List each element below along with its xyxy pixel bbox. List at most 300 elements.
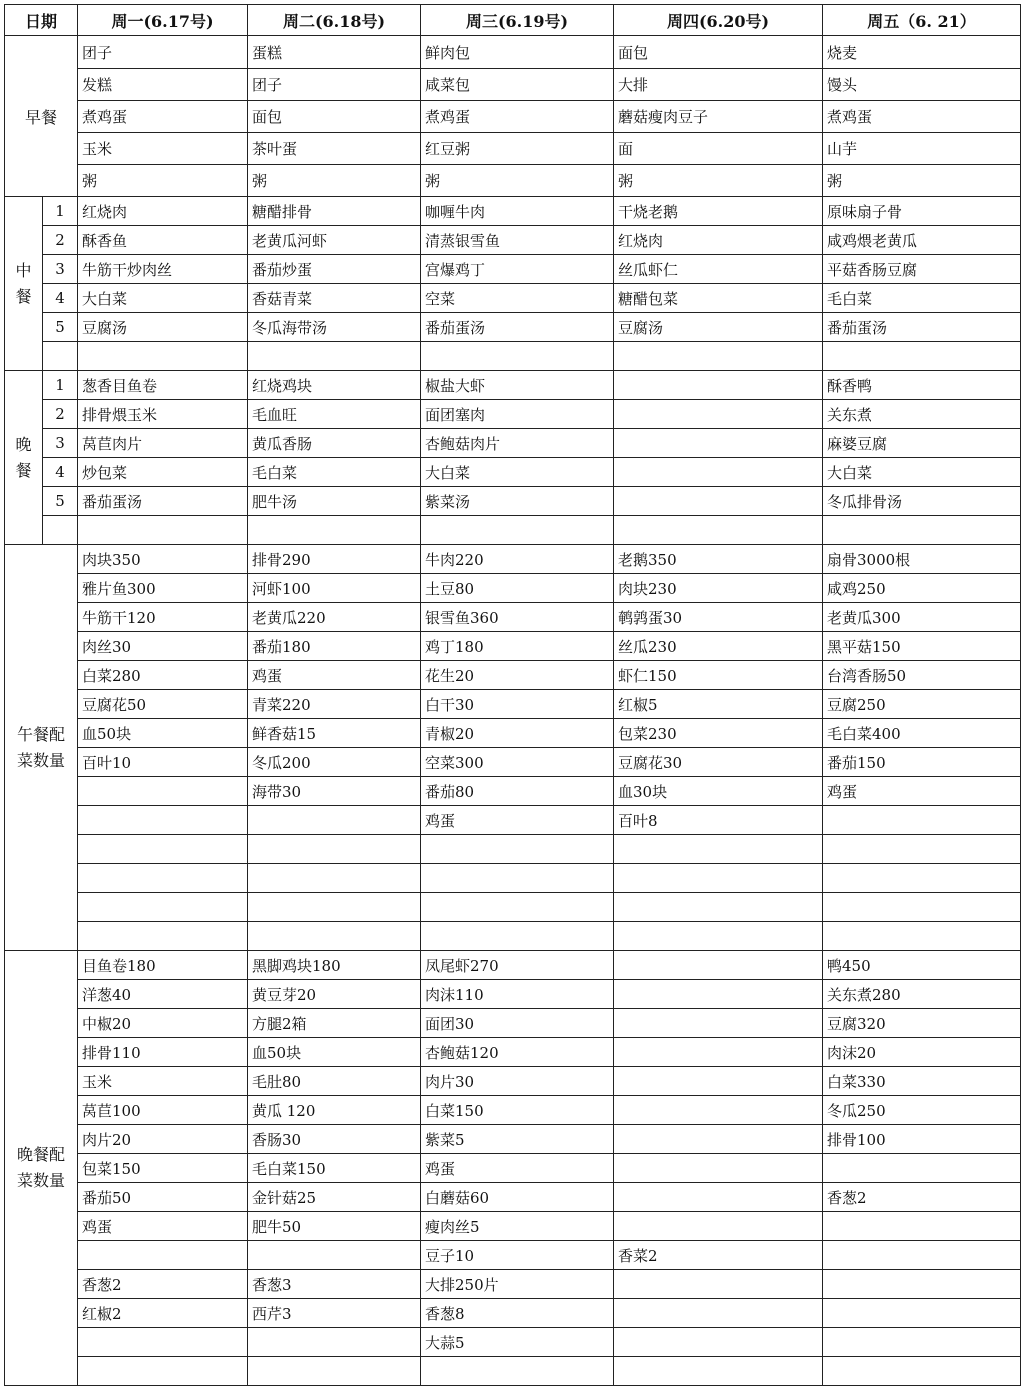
ingredient-cell: 鸡蛋 (78, 1212, 248, 1241)
dish-number: 3 (43, 429, 78, 458)
ingredient-cell: 莴苣100 (78, 1096, 248, 1125)
menu-cell (78, 516, 248, 545)
menu-cell: 粥 (823, 165, 1021, 197)
table-row (5, 133, 1021, 165)
table-row (5, 342, 1021, 371)
ingredient-cell (614, 1038, 823, 1067)
ingredient-cell (614, 980, 823, 1009)
menu-cell: 团子 (248, 69, 421, 101)
table-row (5, 545, 1021, 574)
menu-cell: 粥 (248, 165, 421, 197)
table-row (5, 603, 1021, 632)
ingredient-cell (248, 1241, 421, 1270)
ingredient-cell (614, 1096, 823, 1125)
ingredient-cell: 丝瓜230 (614, 632, 823, 661)
ingredient-cell (823, 1357, 1021, 1386)
ingredient-cell (248, 1328, 421, 1357)
ingredient-cell (248, 806, 421, 835)
dish-number: 3 (43, 255, 78, 284)
menu-cell: 鲜肉包 (421, 36, 614, 69)
ingredient-cell: 扇骨3000根 (823, 545, 1021, 574)
menu-cell (248, 516, 421, 545)
table-row (5, 226, 1021, 255)
menu-cell: 清蒸银雪鱼 (421, 226, 614, 255)
menu-cell: 大白菜 (421, 458, 614, 487)
section-label-line: 菜数量 (16, 1171, 65, 1190)
ingredient-cell: 鹌鹑蛋30 (614, 603, 823, 632)
ingredient-cell: 豆腐花50 (78, 690, 248, 719)
table-row (5, 1038, 1021, 1067)
table-row (5, 69, 1021, 101)
ingredient-cell: 西芹3 (248, 1299, 421, 1328)
ingredient-cell: 牛肉220 (421, 545, 614, 574)
ingredient-cell: 青椒20 (421, 719, 614, 748)
ingredient-cell: 豆腐花30 (614, 748, 823, 777)
menu-cell: 蘑菇瘦肉豆子 (614, 101, 823, 133)
lunch-label (5, 197, 43, 371)
table-row (5, 197, 1021, 226)
ingredient-cell: 百叶8 (614, 806, 823, 835)
menu-cell: 面团塞肉 (421, 400, 614, 429)
menu-cell: 山芋 (823, 133, 1021, 165)
menu-cell: 冬瓜海带汤 (248, 313, 421, 342)
ingredient-cell (78, 1328, 248, 1357)
ingredient-cell (248, 835, 421, 864)
section-label-line: 菜数量 (16, 750, 65, 770)
menu-cell: 黄瓜香肠 (248, 429, 421, 458)
menu-cell: 咖喱牛肉 (421, 197, 614, 226)
table-row (5, 574, 1021, 603)
ingredient-cell: 大排250片 (421, 1270, 614, 1299)
ingredient-cell: 空菜300 (421, 748, 614, 777)
ingredient-cell: 鸡丁180 (421, 632, 614, 661)
ingredient-cell (823, 806, 1021, 835)
table-row (5, 165, 1021, 197)
table-row (5, 429, 1021, 458)
ingredient-cell (248, 864, 421, 893)
dish-number: 4 (43, 284, 78, 313)
menu-cell (248, 342, 421, 371)
menu-cell: 红豆粥 (421, 133, 614, 165)
table-row (5, 1299, 1021, 1328)
table-row (5, 1241, 1021, 1270)
breakfast-label: 早餐 (5, 36, 78, 197)
day-header: 周二(6.18号) (248, 5, 421, 36)
ingredient-cell (614, 835, 823, 864)
table-row (5, 101, 1021, 133)
ingredient-cell (78, 777, 248, 806)
ingredient-cell (823, 835, 1021, 864)
menu-cell: 紫菜汤 (421, 487, 614, 516)
table-row (5, 1270, 1021, 1299)
menu-cell: 毛白菜 (823, 284, 1021, 313)
table-row (5, 922, 1021, 951)
ingredient-cell (614, 922, 823, 951)
ingredient-cell: 台湾香肠50 (823, 661, 1021, 690)
menu-cell: 豆腐汤 (614, 313, 823, 342)
ingredient-cell (614, 1183, 823, 1212)
menu-cell: 毛白菜 (248, 458, 421, 487)
menu-cell: 排骨煨玉米 (78, 400, 248, 429)
table-row (5, 1125, 1021, 1154)
ingredient-cell (614, 1357, 823, 1386)
menu-cell: 莴苣肉片 (78, 429, 248, 458)
ingredient-cell (614, 1067, 823, 1096)
ingredient-cell: 大蒜5 (421, 1328, 614, 1357)
ingredient-cell (78, 806, 248, 835)
menu-cell: 蛋糕 (248, 36, 421, 69)
dish-number: 4 (43, 458, 78, 487)
day-header: 周一(6.17号) (78, 5, 248, 36)
menu-cell (614, 516, 823, 545)
menu-cell (78, 342, 248, 371)
table-row (5, 806, 1021, 835)
menu-cell: 干烧老鹅 (614, 197, 823, 226)
ingredient-cell: 方腿2箱 (248, 1009, 421, 1038)
ingredient-cell: 排骨290 (248, 545, 421, 574)
menu-cell: 粥 (78, 165, 248, 197)
table-row (5, 313, 1021, 342)
ingredient-cell: 肥牛50 (248, 1212, 421, 1241)
ingredient-cell (823, 864, 1021, 893)
dish-number: 2 (43, 400, 78, 429)
dinner_ingredients-label (5, 951, 78, 1386)
menu-cell (823, 516, 1021, 545)
menu-cell (614, 400, 823, 429)
menu-cell: 原味扇子骨 (823, 197, 1021, 226)
ingredient-cell: 中椒20 (78, 1009, 248, 1038)
day-header: 周五（6. 21） (823, 5, 1021, 36)
menu-cell: 馒头 (823, 69, 1021, 101)
ingredient-cell (614, 893, 823, 922)
ingredient-cell (614, 1328, 823, 1357)
dish-number: 5 (43, 313, 78, 342)
menu-cell (614, 458, 823, 487)
ingredient-cell: 白菜280 (78, 661, 248, 690)
dish-number: 1 (43, 197, 78, 226)
ingredient-cell: 豆子10 (421, 1241, 614, 1270)
ingredient-cell (823, 922, 1021, 951)
ingredient-cell: 香肠30 (248, 1125, 421, 1154)
menu-cell: 咸鸡煨老黄瓜 (823, 226, 1021, 255)
section-label-line: 餐 (15, 460, 32, 480)
menu-cell: 红烧肉 (78, 197, 248, 226)
ingredient-cell: 豆腐250 (823, 690, 1021, 719)
menu-cell: 糖醋包菜 (614, 284, 823, 313)
menu-cell: 酥香鱼 (78, 226, 248, 255)
ingredient-cell: 白干30 (421, 690, 614, 719)
table-row (5, 777, 1021, 806)
menu-cell: 毛血旺 (248, 400, 421, 429)
table-row (5, 632, 1021, 661)
menu-cell: 豆腐汤 (78, 313, 248, 342)
ingredient-cell: 肉沫110 (421, 980, 614, 1009)
table-row (5, 1357, 1021, 1386)
ingredient-cell: 鸭450 (823, 951, 1021, 980)
ingredient-cell: 肉块230 (614, 574, 823, 603)
dish-number: 1 (43, 371, 78, 400)
ingredient-cell: 杏鲍菇120 (421, 1038, 614, 1067)
dinner-label (5, 371, 43, 545)
menu-cell (614, 371, 823, 400)
ingredient-cell (248, 922, 421, 951)
table-row (5, 864, 1021, 893)
table-row (5, 690, 1021, 719)
menu-cell: 面包 (614, 36, 823, 69)
ingredient-cell: 毛白菜400 (823, 719, 1021, 748)
table-row (5, 371, 1021, 400)
ingredient-cell (421, 835, 614, 864)
table-row (5, 951, 1021, 980)
menu-cell (614, 429, 823, 458)
ingredient-cell: 百叶10 (78, 748, 248, 777)
menu-cell: 粥 (421, 165, 614, 197)
ingredient-cell: 冬瓜200 (248, 748, 421, 777)
ingredient-cell: 黄瓜 120 (248, 1096, 421, 1125)
ingredient-cell: 排骨110 (78, 1038, 248, 1067)
ingredient-cell: 海带30 (248, 777, 421, 806)
ingredient-cell: 豆腐320 (823, 1009, 1021, 1038)
ingredient-cell: 血50块 (78, 719, 248, 748)
ingredient-cell (823, 1241, 1021, 1270)
day-header: 周四(6.20号) (614, 5, 823, 36)
ingredient-cell: 白菜150 (421, 1096, 614, 1125)
ingredient-cell: 肉沫20 (823, 1038, 1021, 1067)
menu-cell: 煮鸡蛋 (823, 101, 1021, 133)
section-label-line: 晚 (15, 434, 32, 454)
table-row (5, 1067, 1021, 1096)
menu-table (4, 4, 1021, 1386)
dish-number: 2 (43, 226, 78, 255)
menu-cell: 玉米 (78, 133, 248, 165)
section-label-line: 晚餐配 (16, 1145, 65, 1164)
ingredient-cell (614, 1212, 823, 1241)
ingredient-cell (421, 864, 614, 893)
ingredient-cell: 关东煮280 (823, 980, 1021, 1009)
menu-cell: 发糕 (78, 69, 248, 101)
ingredient-cell: 青菜220 (248, 690, 421, 719)
ingredient-cell (421, 1357, 614, 1386)
ingredient-cell: 老鹅350 (614, 545, 823, 574)
ingredient-cell (78, 1357, 248, 1386)
ingredient-cell: 排骨100 (823, 1125, 1021, 1154)
menu-cell: 香菇青菜 (248, 284, 421, 313)
menu-cell: 番茄炒蛋 (248, 255, 421, 284)
ingredient-cell: 毛肚80 (248, 1067, 421, 1096)
ingredient-cell: 凤尾虾270 (421, 951, 614, 980)
ingredient-cell (823, 1270, 1021, 1299)
ingredient-cell (78, 1241, 248, 1270)
ingredient-cell: 雅片鱼300 (78, 574, 248, 603)
date-header: 日期 (5, 5, 78, 36)
menu-cell: 团子 (78, 36, 248, 69)
ingredient-cell (614, 1125, 823, 1154)
ingredient-cell: 花生20 (421, 661, 614, 690)
ingredient-cell (421, 893, 614, 922)
table-row (5, 1212, 1021, 1241)
ingredient-cell: 香葱8 (421, 1299, 614, 1328)
ingredient-cell: 咸鸡250 (823, 574, 1021, 603)
menu-cell: 杏鲍菇肉片 (421, 429, 614, 458)
ingredient-cell: 番茄150 (823, 748, 1021, 777)
ingredient-cell: 土豆80 (421, 574, 614, 603)
menu-cell: 面包 (248, 101, 421, 133)
ingredient-cell: 鸡蛋 (421, 1154, 614, 1183)
menu-cell: 粥 (614, 165, 823, 197)
ingredient-cell: 鸡蛋 (823, 777, 1021, 806)
menu-cell: 煮鸡蛋 (421, 101, 614, 133)
menu-cell (421, 516, 614, 545)
ingredient-cell: 牛筋干120 (78, 603, 248, 632)
table-row (5, 748, 1021, 777)
ingredient-cell (823, 1299, 1021, 1328)
ingredient-cell: 香葱3 (248, 1270, 421, 1299)
ingredient-cell (78, 922, 248, 951)
menu-cell: 冬瓜排骨汤 (823, 487, 1021, 516)
ingredient-cell: 玉米 (78, 1067, 248, 1096)
ingredient-cell (248, 1357, 421, 1386)
menu-cell: 丝瓜虾仁 (614, 255, 823, 284)
table-row (5, 36, 1021, 69)
ingredient-cell: 肉块350 (78, 545, 248, 574)
ingredient-cell: 虾仁150 (614, 661, 823, 690)
menu-cell: 番茄蛋汤 (421, 313, 614, 342)
menu-cell: 番茄蛋汤 (823, 313, 1021, 342)
ingredient-cell (78, 864, 248, 893)
ingredient-cell: 鸡蛋 (421, 806, 614, 835)
menu-cell: 咸菜包 (421, 69, 614, 101)
ingredient-cell: 香葱2 (823, 1183, 1021, 1212)
menu-cell: 酥香鸭 (823, 371, 1021, 400)
ingredient-cell (248, 893, 421, 922)
menu-cell: 老黄瓜河虾 (248, 226, 421, 255)
menu-cell: 平菇香肠豆腐 (823, 255, 1021, 284)
ingredient-cell: 白菜330 (823, 1067, 1021, 1096)
ingredient-cell (78, 835, 248, 864)
ingredient-cell: 毛白菜150 (248, 1154, 421, 1183)
menu-cell: 大白菜 (823, 458, 1021, 487)
ingredient-cell: 番茄180 (248, 632, 421, 661)
dish-number (43, 516, 78, 545)
table-row (5, 458, 1021, 487)
section-label-line: 午餐配 (16, 724, 65, 744)
ingredient-cell (823, 1212, 1021, 1241)
ingredient-cell: 紫菜5 (421, 1125, 614, 1154)
section-label-line: 中 (15, 260, 32, 280)
menu-cell: 煮鸡蛋 (78, 101, 248, 133)
ingredient-cell (614, 864, 823, 893)
day-header: 周三(6.19号) (421, 5, 614, 36)
ingredient-cell: 包菜230 (614, 719, 823, 748)
ingredient-cell: 老黄瓜220 (248, 603, 421, 632)
ingredient-cell (614, 1299, 823, 1328)
ingredient-cell: 香菜2 (614, 1241, 823, 1270)
ingredient-cell (614, 1154, 823, 1183)
ingredient-cell (823, 893, 1021, 922)
menu-cell: 肥牛汤 (248, 487, 421, 516)
ingredient-cell (421, 922, 614, 951)
table-row (5, 835, 1021, 864)
table-row (5, 5, 1021, 36)
table-row (5, 893, 1021, 922)
ingredient-cell: 黑脚鸡块180 (248, 951, 421, 980)
ingredient-cell (823, 1328, 1021, 1357)
menu-cell: 椒盐大虾 (421, 371, 614, 400)
menu-cell (614, 342, 823, 371)
ingredient-cell (614, 1009, 823, 1038)
ingredient-cell: 老黄瓜300 (823, 603, 1021, 632)
table-row (5, 516, 1021, 545)
table-row (5, 1154, 1021, 1183)
ingredient-cell: 红椒5 (614, 690, 823, 719)
table-row (5, 487, 1021, 516)
dish-number: 5 (43, 487, 78, 516)
menu-cell: 大排 (614, 69, 823, 101)
menu-cell: 茶叶蛋 (248, 133, 421, 165)
menu-cell (421, 342, 614, 371)
table-row (5, 400, 1021, 429)
menu-cell: 宫爆鸡丁 (421, 255, 614, 284)
ingredient-cell: 番茄50 (78, 1183, 248, 1212)
menu-cell: 牛筋干炒肉丝 (78, 255, 248, 284)
table-row (5, 284, 1021, 313)
ingredient-cell: 肉丝30 (78, 632, 248, 661)
ingredient-cell: 洋葱40 (78, 980, 248, 1009)
menu-cell: 番茄蛋汤 (78, 487, 248, 516)
ingredient-cell: 番茄80 (421, 777, 614, 806)
menu-cell: 烧麦 (823, 36, 1021, 69)
menu-cell: 糖醋排骨 (248, 197, 421, 226)
ingredient-cell: 金针菇25 (248, 1183, 421, 1212)
ingredient-cell: 血30块 (614, 777, 823, 806)
ingredient-cell: 香葱2 (78, 1270, 248, 1299)
menu-cell: 面 (614, 133, 823, 165)
menu-cell (614, 487, 823, 516)
ingredient-cell: 黄豆芽20 (248, 980, 421, 1009)
menu-cell: 麻婆豆腐 (823, 429, 1021, 458)
ingredient-cell: 冬瓜250 (823, 1096, 1021, 1125)
table-row (5, 1183, 1021, 1212)
ingredient-cell (823, 1154, 1021, 1183)
ingredient-cell: 红椒2 (78, 1299, 248, 1328)
table-row (5, 719, 1021, 748)
ingredient-cell: 瘦肉丝5 (421, 1212, 614, 1241)
menu-cell (823, 342, 1021, 371)
menu-cell: 红烧肉 (614, 226, 823, 255)
table-row (5, 1328, 1021, 1357)
ingredient-cell: 面团30 (421, 1009, 614, 1038)
ingredient-cell: 肉片20 (78, 1125, 248, 1154)
ingredient-cell (78, 893, 248, 922)
ingredient-cell: 鲜香菇15 (248, 719, 421, 748)
dish-number (43, 342, 78, 371)
menu-cell: 炒包菜 (78, 458, 248, 487)
ingredient-cell: 鸡蛋 (248, 661, 421, 690)
ingredient-cell: 银雪鱼360 (421, 603, 614, 632)
table-row (5, 255, 1021, 284)
ingredient-cell: 血50块 (248, 1038, 421, 1067)
menu-cell: 空菜 (421, 284, 614, 313)
ingredient-cell: 目鱼卷180 (78, 951, 248, 980)
table-row (5, 980, 1021, 1009)
ingredient-cell: 黑平菇150 (823, 632, 1021, 661)
table-row (5, 1009, 1021, 1038)
menu-cell: 大白菜 (78, 284, 248, 313)
menu-cell: 红烧鸡块 (248, 371, 421, 400)
ingredient-cell: 包菜150 (78, 1154, 248, 1183)
ingredient-cell (614, 1270, 823, 1299)
ingredient-cell: 肉片30 (421, 1067, 614, 1096)
